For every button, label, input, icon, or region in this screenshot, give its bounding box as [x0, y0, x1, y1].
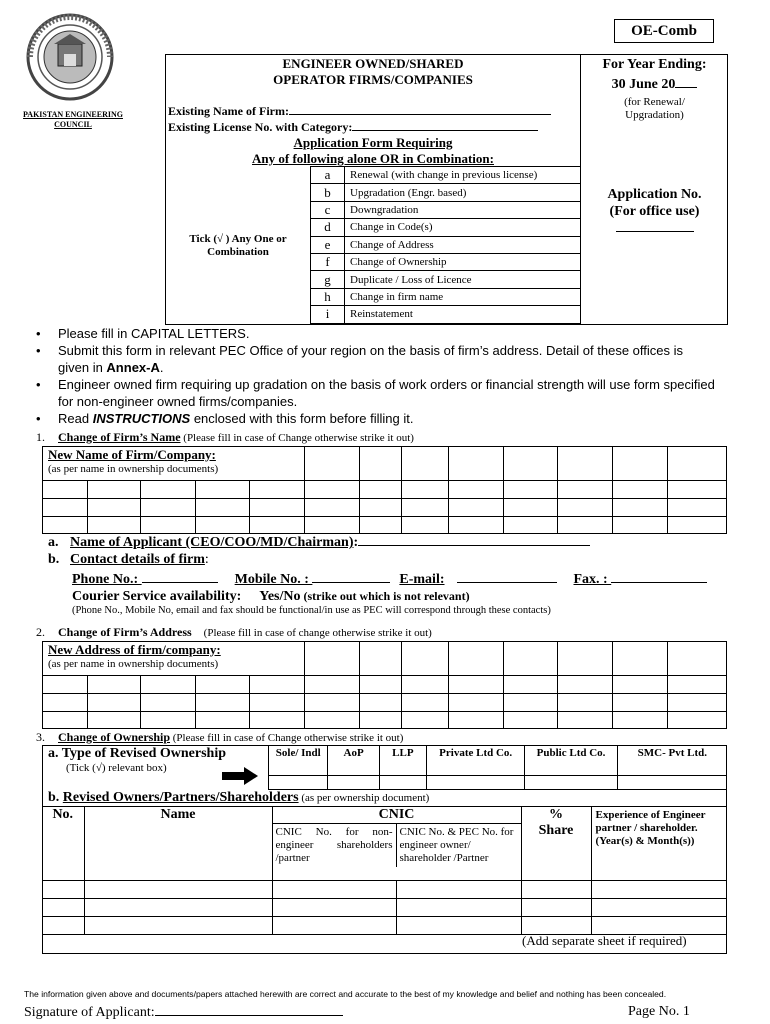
- section1-num: 1.: [36, 430, 45, 444]
- form-title-1: ENGINEER OWNED/SHARED: [282, 56, 464, 71]
- address-grid-cell[interactable]: [195, 711, 250, 729]
- address-grid-cell[interactable]: [42, 641, 87, 675]
- col-share: Share: [538, 823, 574, 838]
- option-letter: a: [311, 167, 345, 184]
- name-grid-cell[interactable]: [359, 516, 401, 534]
- section3-num: 3.: [36, 730, 45, 744]
- name-grid-cell[interactable]: [250, 446, 305, 480]
- address-grid-cell[interactable]: [401, 641, 448, 675]
- new-address-sub: (as per name in ownership documents): [48, 658, 219, 670]
- year-ending-label: For Year Ending:: [602, 57, 707, 72]
- address-grid-cell[interactable]: [448, 641, 503, 675]
- ownership-type-label: LLP: [379, 745, 426, 775]
- bullet-engineer-2: for non-engineer owned firms/companies.: [58, 394, 298, 409]
- col-cnic: CNIC: [273, 807, 521, 824]
- owner-cell[interactable]: [42, 881, 84, 899]
- name-grid-cell[interactable]: [195, 480, 250, 498]
- option-row[interactable]: [311, 271, 581, 288]
- applicant-name-field[interactable]: [358, 535, 590, 546]
- form-code-box: OE-Comb: [614, 19, 714, 43]
- option-row[interactable]: [311, 167, 581, 184]
- col-no: No.: [42, 807, 84, 881]
- owner-cell[interactable]: [397, 899, 522, 917]
- address-grid-cell[interactable]: [558, 693, 613, 711]
- existing-license-label: Existing License No. with Category:: [168, 120, 353, 134]
- name-grid-cell[interactable]: [195, 516, 250, 534]
- address-grid-cell[interactable]: [250, 641, 305, 675]
- ownership-type-tick-box[interactable]: [379, 775, 426, 789]
- new-name-grid[interactable]: [42, 446, 727, 534]
- address-grid-cell[interactable]: [667, 675, 727, 693]
- section2-num: 2.: [36, 625, 45, 639]
- app-form-sub: Any of following alone OR in Combination:: [252, 151, 494, 166]
- phone-label: Phone No.:: [72, 572, 142, 587]
- phone-field[interactable]: [142, 572, 218, 583]
- name-grid-cell[interactable]: [87, 446, 140, 480]
- new-name-title: New Name of Firm/Company:: [48, 447, 216, 462]
- owner-cell[interactable]: [521, 917, 591, 935]
- address-grid-cell[interactable]: [195, 641, 250, 675]
- name-grid-cell[interactable]: [250, 498, 305, 516]
- signature-label: Signature of Applicant:: [24, 1005, 155, 1020]
- name-grid-cell[interactable]: [195, 446, 250, 480]
- name-grid-cell[interactable]: [667, 446, 727, 480]
- address-grid-cell[interactable]: [401, 711, 448, 729]
- add-sheet-note: (Add separate sheet if required): [522, 933, 687, 948]
- ownership-type-table: [268, 745, 727, 790]
- address-grid-cell[interactable]: [667, 641, 727, 675]
- option-label: Change in firm name: [345, 288, 581, 305]
- owners-b-label: b.: [48, 790, 63, 805]
- address-grid-cell[interactable]: [667, 693, 727, 711]
- col-share-pct: %: [549, 807, 563, 822]
- col-experience: Experience of Engineer partner / shareholder. (Year(s) & Month(s)): [591, 807, 727, 881]
- pec-logo: [20, 10, 120, 105]
- owner-cell[interactable]: [272, 899, 397, 917]
- name-grid-cell[interactable]: [558, 516, 613, 534]
- option-label: Upgradation (Engr. based): [345, 184, 581, 201]
- option-label: Change in Code(s): [345, 219, 581, 236]
- name-grid-cell[interactable]: [613, 480, 668, 498]
- courier-value[interactable]: Yes/No: [259, 589, 301, 604]
- name-grid-cell[interactable]: [195, 498, 250, 516]
- option-label: Downgradation: [345, 201, 581, 218]
- address-grid-cell[interactable]: [613, 693, 668, 711]
- ownership-type-label: a. Type of Revised Ownership: [48, 746, 226, 761]
- bullet-submit: Submit this form in relevant PEC Office of your region on the basis of firm’s address. Detail of these offices is: [58, 343, 684, 358]
- address-grid-cell[interactable]: [401, 675, 448, 693]
- name-grid-cell[interactable]: [401, 446, 448, 480]
- address-grid-cell[interactable]: [305, 711, 360, 729]
- option-label: Change of Address: [345, 236, 581, 253]
- owner-cell[interactable]: [272, 881, 397, 899]
- address-grid-cell[interactable]: [140, 711, 195, 729]
- address-grid-cell[interactable]: [613, 711, 668, 729]
- bullet-engineer: Engineer owned firm requiring up gradation on the basis of work orders or financial strength will use form specified: [58, 377, 715, 392]
- year-field[interactable]: [675, 74, 697, 88]
- address-grid-cell[interactable]: [401, 693, 448, 711]
- name-grid-cell[interactable]: [448, 498, 503, 516]
- courier-label: Courier Service availability:: [72, 589, 242, 604]
- form-title-2: OPERATOR FIRMS/COMPANIES: [273, 72, 473, 87]
- owner-cell[interactable]: [397, 917, 522, 935]
- ownership-type-label: Private Ltd Co.: [426, 745, 524, 775]
- address-grid-cell[interactable]: [42, 675, 87, 693]
- courier-note: (strike out which is not relevant): [300, 589, 470, 603]
- existing-license-field[interactable]: [352, 120, 538, 131]
- new-address-grid[interactable]: [42, 641, 727, 729]
- bullet-submit-2: given in: [58, 360, 107, 375]
- address-grid-cell[interactable]: [42, 711, 87, 729]
- section1-title: Change of Firm’s Name: [58, 430, 181, 444]
- address-grid-cell[interactable]: [503, 641, 558, 675]
- address-grid-cell[interactable]: [140, 641, 195, 675]
- owner-cell[interactable]: [521, 899, 591, 917]
- option-letter: c: [311, 201, 345, 218]
- name-grid-cell[interactable]: [448, 516, 503, 534]
- mobile-label: Mobile No. :: [234, 572, 313, 587]
- name-grid-cell[interactable]: [401, 516, 448, 534]
- address-grid-cell[interactable]: [503, 711, 558, 729]
- address-grid-cell[interactable]: [359, 693, 401, 711]
- owner-cell[interactable]: [84, 899, 272, 917]
- ownership-type-label: Sole/ Indl: [269, 745, 328, 775]
- col-cnic-non: CNIC No. for non-engineer shareholders /partner: [273, 824, 397, 867]
- name-grid-cell[interactable]: [613, 446, 668, 480]
- signature-field[interactable]: [155, 1004, 343, 1016]
- office-use-label: (For office use): [609, 204, 700, 219]
- contact-note: (Phone No., Mobile No, email and fax should be functional/in use as PEC will correspond through these contacts): [72, 605, 551, 616]
- address-grid-cell[interactable]: [359, 641, 401, 675]
- ownership-type-label: AoP: [328, 745, 379, 775]
- address-grid-cell[interactable]: [503, 675, 558, 693]
- name-grid-cell[interactable]: [558, 480, 613, 498]
- address-grid-cell[interactable]: [613, 675, 668, 693]
- application-no-field[interactable]: [616, 220, 694, 232]
- applicant-a-num: a.: [48, 535, 59, 550]
- option-label: Reinstatement: [345, 306, 581, 323]
- name-grid-cell[interactable]: [401, 498, 448, 516]
- name-grid-cell[interactable]: [42, 498, 87, 516]
- address-grid-cell[interactable]: [87, 711, 140, 729]
- name-grid-cell[interactable]: [613, 498, 668, 516]
- name-grid-cell[interactable]: [359, 498, 401, 516]
- name-grid-cell[interactable]: [305, 480, 360, 498]
- address-grid-cell[interactable]: [250, 675, 305, 693]
- ownership-type-label: Public Ltd Co.: [525, 745, 617, 775]
- address-grid-cell[interactable]: [613, 641, 668, 675]
- name-grid-cell[interactable]: [503, 498, 558, 516]
- option-row[interactable]: [311, 201, 581, 218]
- option-letter: h: [311, 288, 345, 305]
- name-grid-cell[interactable]: [359, 480, 401, 498]
- name-grid-cell[interactable]: [305, 446, 360, 480]
- fax-label: Fax. :: [573, 572, 612, 587]
- name-grid-cell[interactable]: [503, 446, 558, 480]
- option-letter: d: [311, 219, 345, 236]
- name-grid-cell[interactable]: [250, 480, 305, 498]
- ownership-type-tick-box[interactable]: [617, 775, 727, 789]
- col-cnic-pec: CNIC No. & PEC No. for engineer owner/ shareholder /Partner: [399, 826, 514, 864]
- declaration: The information given above and documents/papers attached herewith are correct and accurate to the best of my knowledge and belief and nothing has been concealed.: [24, 989, 667, 999]
- owner-cell[interactable]: [397, 881, 522, 899]
- email-field[interactable]: [457, 572, 557, 583]
- option-row[interactable]: [311, 253, 581, 270]
- option-letter: b: [311, 184, 345, 201]
- bullet-read-end: enclosed with this form before filling it.: [190, 411, 414, 426]
- options-table: [310, 166, 581, 324]
- name-grid-cell[interactable]: [87, 498, 140, 516]
- name-grid-cell[interactable]: [87, 480, 140, 498]
- new-address-title: New Address of firm/company:: [48, 642, 221, 657]
- owner-cell[interactable]: [272, 917, 397, 935]
- owner-cell[interactable]: [591, 899, 727, 917]
- option-label: Renewal (with change in previous license): [345, 167, 581, 184]
- owner-row[interactable]: [42, 881, 727, 899]
- option-label: Duplicate / Loss of Licence: [345, 271, 581, 288]
- name-grid-cell[interactable]: [140, 480, 195, 498]
- owners-note: (as per ownership document): [298, 792, 430, 804]
- renewal-note: (for Renewal/: [624, 96, 685, 108]
- existing-name-label: Existing Name of Firm:: [168, 104, 289, 118]
- section1-note: (Please fill in case of Change otherwise strike it out): [180, 432, 414, 444]
- address-grid-cell[interactable]: [305, 641, 360, 675]
- name-grid-cell[interactable]: [667, 498, 727, 516]
- name-grid-cell[interactable]: [140, 446, 195, 480]
- option-row[interactable]: [311, 219, 581, 236]
- name-grid-cell[interactable]: [250, 516, 305, 534]
- name-grid-cell[interactable]: [503, 480, 558, 498]
- owner-cell[interactable]: [591, 881, 727, 899]
- option-row[interactable]: [311, 184, 581, 201]
- council-name-2: COUNCIL: [54, 120, 92, 129]
- address-grid-cell[interactable]: [558, 711, 613, 729]
- option-row[interactable]: [311, 306, 581, 323]
- owner-cell[interactable]: [42, 899, 84, 917]
- name-grid-cell[interactable]: [448, 446, 503, 480]
- name-grid-cell[interactable]: [558, 498, 613, 516]
- owners-title: Revised Owners/Partners/Shareholders: [62, 790, 299, 805]
- name-grid-cell[interactable]: [558, 446, 613, 480]
- ownership-type-label: SMC- Pvt Ltd.: [617, 745, 727, 775]
- instructions-link[interactable]: INSTRUCTIONS: [92, 411, 191, 426]
- address-grid-cell[interactable]: [359, 711, 401, 729]
- option-label: Change of Ownership: [345, 253, 581, 270]
- bullet-read: Read: [58, 411, 93, 426]
- address-grid-cell[interactable]: [87, 641, 140, 675]
- tick-label: Tick (√ ) Any One or: [189, 233, 287, 245]
- name-grid-cell[interactable]: [359, 446, 401, 480]
- section2-note: (Please fill in case of change otherwise strike it out): [203, 627, 432, 639]
- owner-row[interactable]: [42, 917, 727, 935]
- section3-note: (Please fill in case of Change otherwise strike it out): [170, 732, 404, 744]
- owner-cell[interactable]: [521, 881, 591, 899]
- address-grid-cell[interactable]: [448, 711, 503, 729]
- address-grid-cell[interactable]: [558, 675, 613, 693]
- name-grid-cell[interactable]: [305, 498, 360, 516]
- tick-relevant-note: (Tick (√) relevant box): [66, 762, 167, 774]
- name-grid-cell[interactable]: [401, 480, 448, 498]
- name-grid-cell[interactable]: [42, 446, 87, 480]
- council-name: PAKISTAN ENGINEERING: [23, 110, 123, 119]
- address-grid-cell[interactable]: [195, 693, 250, 711]
- option-letter: i: [311, 306, 345, 323]
- name-grid-cell[interactable]: [305, 516, 360, 534]
- ownership-type-tick-box[interactable]: [269, 775, 328, 789]
- section3-title: Change of Ownership: [58, 730, 171, 744]
- contact-details-label: Contact details of firm: [70, 552, 205, 567]
- col-name: Name: [84, 807, 272, 881]
- ownership-type-tick-box[interactable]: [426, 775, 524, 789]
- name-grid-cell[interactable]: [42, 516, 87, 534]
- address-grid-cell[interactable]: [448, 675, 503, 693]
- name-grid-cell[interactable]: [667, 480, 727, 498]
- annex-a-link[interactable]: Annex-A: [106, 360, 160, 375]
- existing-name-field[interactable]: [289, 104, 551, 115]
- address-grid-cell[interactable]: [87, 675, 140, 693]
- owner-cell[interactable]: [42, 917, 84, 935]
- address-grid-cell[interactable]: [250, 711, 305, 729]
- bullet-submit-end: .: [159, 360, 164, 375]
- app-form-heading: Application Form Requiring: [293, 135, 453, 150]
- name-grid-cell[interactable]: [42, 480, 87, 498]
- bullet-capital: Please fill in CAPITAL LETTERS.: [58, 326, 250, 341]
- name-grid-cell[interactable]: [448, 480, 503, 498]
- address-grid-cell[interactable]: [250, 693, 305, 711]
- name-grid-cell[interactable]: [667, 516, 727, 534]
- name-grid-cell[interactable]: [87, 516, 140, 534]
- year-ending-date: 30 June 20: [611, 77, 676, 92]
- owner-cell[interactable]: [84, 881, 272, 899]
- address-grid-cell[interactable]: [195, 675, 250, 693]
- option-row[interactable]: [311, 288, 581, 305]
- arrow-icon: [222, 767, 258, 788]
- owner-row[interactable]: [42, 899, 727, 917]
- new-name-sub: (as per name in ownership documents): [48, 463, 219, 475]
- address-grid-cell[interactable]: [140, 693, 195, 711]
- name-grid-cell[interactable]: [503, 516, 558, 534]
- option-letter: f: [311, 253, 345, 270]
- owner-cell[interactable]: [84, 917, 272, 935]
- address-grid-cell[interactable]: [42, 693, 87, 711]
- address-grid-cell[interactable]: [503, 693, 558, 711]
- option-letter: e: [311, 236, 345, 253]
- page-number: Page No. 1: [628, 1004, 690, 1019]
- name-grid-cell[interactable]: [613, 516, 668, 534]
- address-grid-cell[interactable]: [305, 693, 360, 711]
- address-grid-cell[interactable]: [305, 675, 360, 693]
- address-grid-cell[interactable]: [448, 693, 503, 711]
- ownership-type-tick-box[interactable]: [525, 775, 617, 789]
- owners-table: [42, 806, 727, 935]
- section2-title: Change of Firm’s Address: [58, 625, 192, 639]
- address-grid-cell[interactable]: [667, 711, 727, 729]
- address-grid-cell[interactable]: [359, 675, 401, 693]
- address-grid-cell[interactable]: [87, 693, 140, 711]
- tick-label-2: Combination: [207, 246, 269, 258]
- applicant-b-num: b.: [48, 552, 60, 567]
- email-label: E-mail:: [399, 572, 445, 587]
- application-no-label: Application No.: [607, 187, 702, 202]
- owner-cell[interactable]: [591, 917, 727, 935]
- ownership-type-tick-box[interactable]: [328, 775, 379, 789]
- renewal-note-2: Upgradation): [625, 109, 684, 121]
- address-grid-cell[interactable]: [558, 641, 613, 675]
- option-letter: g: [311, 271, 345, 288]
- address-grid-cell[interactable]: [140, 675, 195, 693]
- option-row[interactable]: [311, 236, 581, 253]
- name-grid-cell[interactable]: [140, 516, 195, 534]
- applicant-name-label: Name of Applicant (CEO/COO/MD/Chairman): [70, 535, 354, 550]
- name-grid-cell[interactable]: [140, 498, 195, 516]
- fax-field[interactable]: [611, 572, 707, 583]
- mobile-field[interactable]: [312, 572, 390, 583]
